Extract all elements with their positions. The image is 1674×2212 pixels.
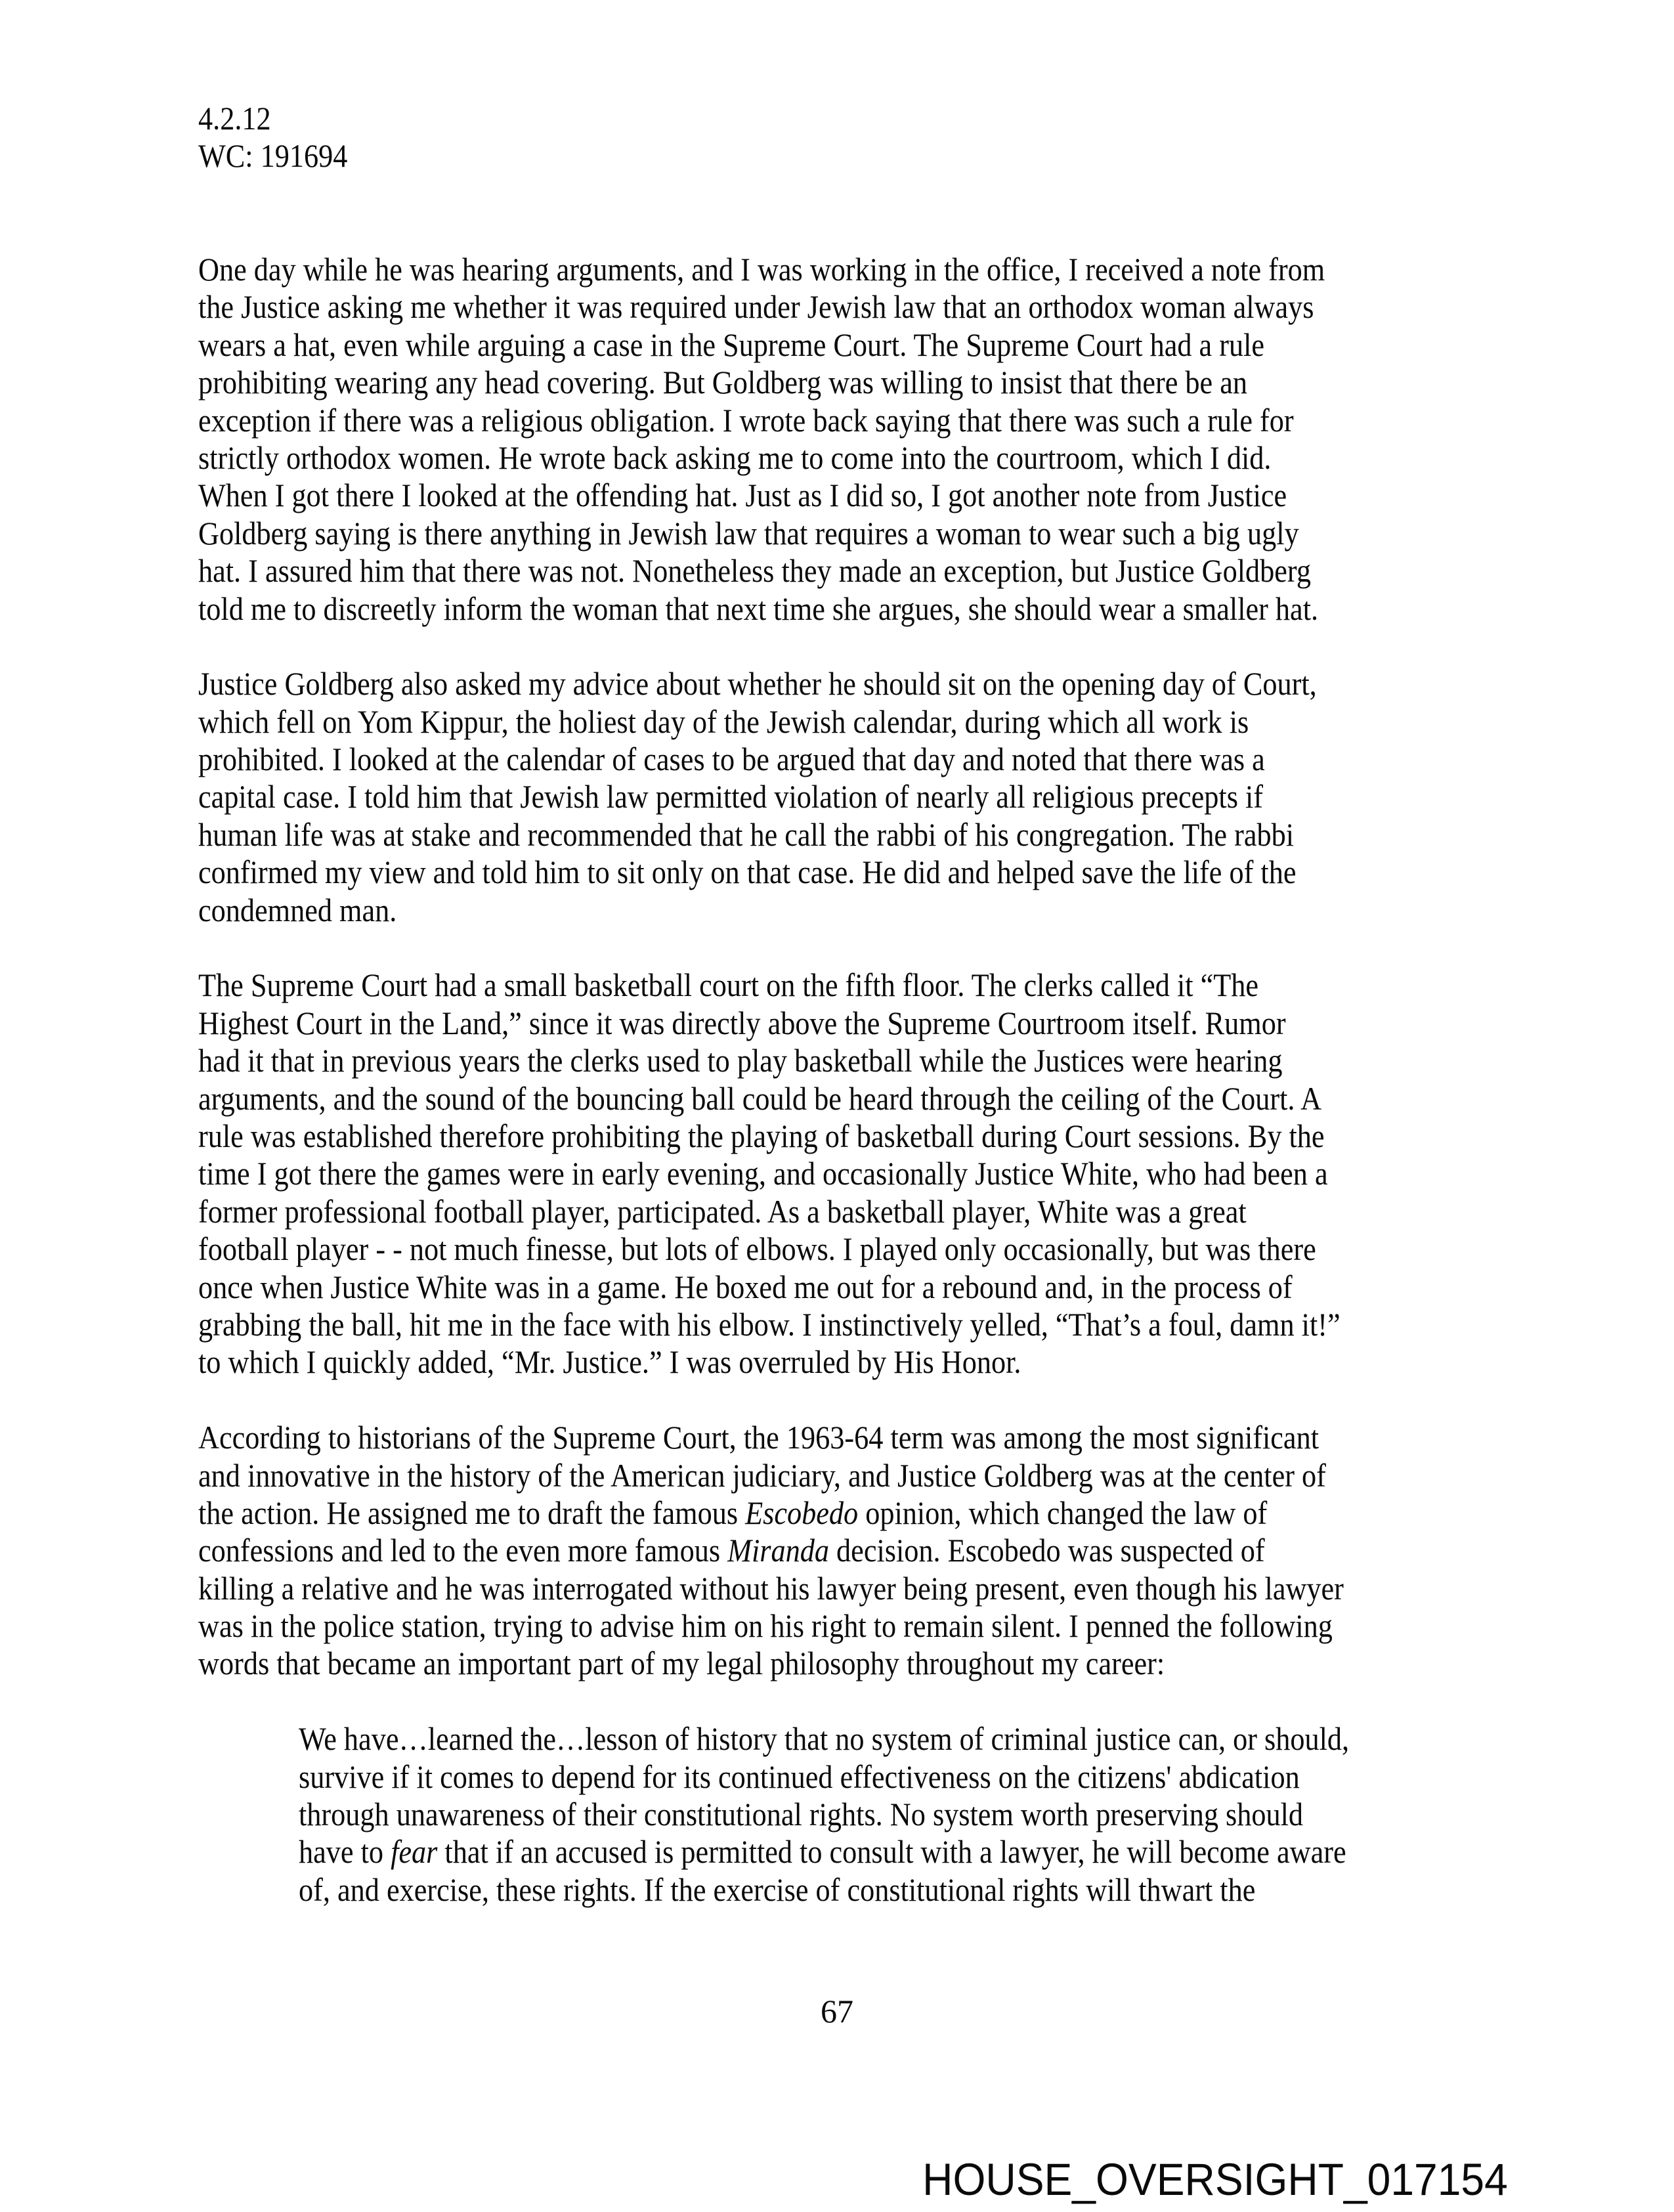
text-line <box>198 1532 1360 1569</box>
header-word-count: WC: 191694 <box>198 137 348 175</box>
text-run: of, and exercise, these rights. If the exercise of constitutional rights will thwart the <box>299 1871 1256 1908</box>
text-run: arguments, and the sound of the bouncing ball could be heard through the ceiling of the Court. A <box>198 1079 1322 1117</box>
italic-text: fear <box>391 1833 438 1871</box>
text-run: decision. Escobedo was suspected of <box>828 1532 1265 1569</box>
text-run: through unawareness of their constitutional rights. No system worth preserving should <box>299 1796 1304 1833</box>
text-line <box>198 439 1360 477</box>
paragraph <box>198 966 1511 1381</box>
text-line <box>198 1080 1360 1117</box>
text-run: rule was established therefore prohibiting the playing of basketball during Court sessions. By the <box>198 1117 1325 1154</box>
text-line <box>198 854 1360 891</box>
text-line <box>198 1155 1360 1192</box>
text-line <box>198 741 1360 778</box>
text-run: words that became an important part of my legal philosophy throughout my career: <box>198 1645 1165 1682</box>
italic-text: Miranda <box>727 1532 829 1569</box>
text-line <box>299 1833 1372 1871</box>
text-run: time I got there the games were in early evening, and occasionally Justice White, who had been a <box>198 1155 1328 1192</box>
text-run: capital case. I told him that Jewish law permitted violation of nearly all religious precepts if <box>198 778 1264 815</box>
text-line <box>198 1645 1360 1682</box>
text-run: confirmed my view and told him to sit only on that case. He did and helped save the life of the <box>198 854 1297 891</box>
text-run: survive if it comes to depend for its continued effectiveness on the citizens' abdication <box>299 1758 1300 1795</box>
text-line <box>198 288 1360 326</box>
text-run: which fell on Yom Kippur, the holiest day of the Jewish calendar, during which all work is <box>198 703 1249 740</box>
text-line <box>198 1306 1360 1343</box>
text-run: the Justice asking me whether it was required under Jewish law that an orthodox woman always <box>198 288 1314 326</box>
text-line <box>299 1720 1372 1758</box>
text-line <box>198 590 1360 628</box>
text-line <box>198 1570 1360 1607</box>
text-run: wears a hat, even while arguing a case in the Supreme Court. The Supreme Court had a rule <box>198 326 1265 363</box>
text-run: have to <box>299 1833 391 1871</box>
text-line <box>198 477 1360 514</box>
text-line <box>198 1343 1360 1381</box>
text-run: grabbing the ball, hit me in the face with his elbow. I instinctively yelled, “That’s a foul, damn it!” <box>198 1305 1341 1343</box>
text-line <box>198 251 1360 288</box>
text-line <box>198 816 1360 854</box>
text-run: human life was at stake and recommended that he call the rabbi of his congregation. The rabbi <box>198 815 1295 853</box>
block-quote <box>198 1720 1511 1909</box>
text-line <box>198 1269 1360 1306</box>
italic-text: Escobedo <box>745 1494 859 1531</box>
text-run: football player - - not much finesse, but lots of elbows. I played only occasionally, but was there <box>198 1230 1316 1268</box>
text-run: was in the police station, trying to advise him on his right to remain silent. I penned the following <box>198 1607 1333 1645</box>
text-run: told me to discreetly inform the woman that next time she argues, she should wear a smaller hat. <box>198 590 1319 627</box>
text-run: killing a relative and he was interrogated without his lawyer being present, even though his lawyer <box>198 1569 1344 1607</box>
text-line <box>198 703 1360 741</box>
paragraph <box>198 665 1511 929</box>
page-number: 67 <box>821 1993 853 2029</box>
text-run: hat. I assured him that there was not. Nonetheless they made an exception, but Justice Goldberg <box>198 552 1311 590</box>
text-run: prohibited. I looked at the calendar of cases to be argued that day and noted that there was a <box>198 741 1265 778</box>
text-run: and innovative in the history of the American judiciary, and Justice Goldberg was at the center of <box>198 1456 1326 1494</box>
text-line <box>198 1005 1360 1042</box>
text-line <box>198 1494 1360 1532</box>
text-line <box>198 1230 1360 1268</box>
text-line <box>198 778 1360 815</box>
text-line <box>299 1871 1372 1909</box>
text-run: According to historians of the Supreme Court, the 1963-64 term was among the most significant <box>198 1419 1319 1456</box>
text-run: confessions and led to the even more famous <box>198 1532 728 1569</box>
text-line <box>198 402 1360 439</box>
text-line <box>299 1796 1372 1833</box>
text-run: One day while he was hearing arguments, and I was working in the office, I received a note from <box>198 251 1325 288</box>
text-run: once when Justice White was in a game. He boxed me out for a rebound and, in the process of <box>198 1268 1293 1305</box>
paragraph <box>198 1419 1511 1683</box>
text-line <box>198 1607 1360 1645</box>
text-line <box>198 1117 1360 1155</box>
text-line <box>198 892 1360 929</box>
text-line <box>198 1193 1360 1230</box>
text-run: opinion, which changed the law of <box>858 1494 1268 1531</box>
text-line <box>198 1457 1360 1494</box>
text-run: that if an accused is permitted to consult with a lawyer, he will become aware <box>437 1833 1346 1871</box>
text-run: strictly orthodox women. He wrote back asking me to come into the courtroom, which I did. <box>198 439 1272 476</box>
text-run: Justice Goldberg also asked my advice about whether he should sit on the opening day of Court, <box>198 665 1317 703</box>
text-run: the action. He assigned me to draft the famous <box>198 1494 746 1531</box>
text-run: exception if there was a religious obligation. I wrote back saying that there was such a rule for <box>198 401 1294 439</box>
text-run: The Supreme Court had a small basketball court on the fifth floor. The clerks called it “The <box>198 966 1259 1004</box>
text-run: prohibiting wearing any head covering. But Goldberg was willing to insist that there be an <box>198 364 1247 401</box>
text-run: condemned man. <box>198 891 397 928</box>
text-run: When I got there I looked at the offending hat. Just as I did so, I got another note from Justice <box>198 477 1287 514</box>
text-line <box>198 326 1360 364</box>
header-date: 4.2.12 <box>198 100 271 137</box>
text-run: former professional football player, participated. As a basketball player, White was a great <box>198 1192 1247 1230</box>
text-run: to which I quickly added, “Mr. Justice.” I was overruled by His Honor. <box>198 1343 1021 1381</box>
paragraph <box>198 251 1511 628</box>
text-line <box>198 966 1360 1004</box>
document-body <box>198 251 1511 1909</box>
text-line <box>198 1042 1360 1079</box>
text-line <box>198 665 1360 703</box>
text-line <box>198 1419 1360 1456</box>
text-line <box>198 552 1360 590</box>
text-run: Goldberg saying is there anything in Jewish law that requires a woman to wear such a big ugly <box>198 514 1299 552</box>
bates-stamp: HOUSE_OVERSIGHT_017154 <box>922 2154 1508 2205</box>
text-line <box>299 1758 1372 1796</box>
text-line <box>198 364 1360 401</box>
text-run: had it that in previous years the clerks used to play basketball while the Justices were hearing <box>198 1042 1283 1079</box>
text-run: We have…learned the…lesson of history that no system of criminal justice can, or should, <box>299 1720 1350 1758</box>
text-line <box>198 515 1360 552</box>
text-run: Highest Court in the Land,” since it was directly above the Supreme Courtroom itself. Rumor <box>198 1004 1286 1041</box>
document-header <box>198 100 367 175</box>
